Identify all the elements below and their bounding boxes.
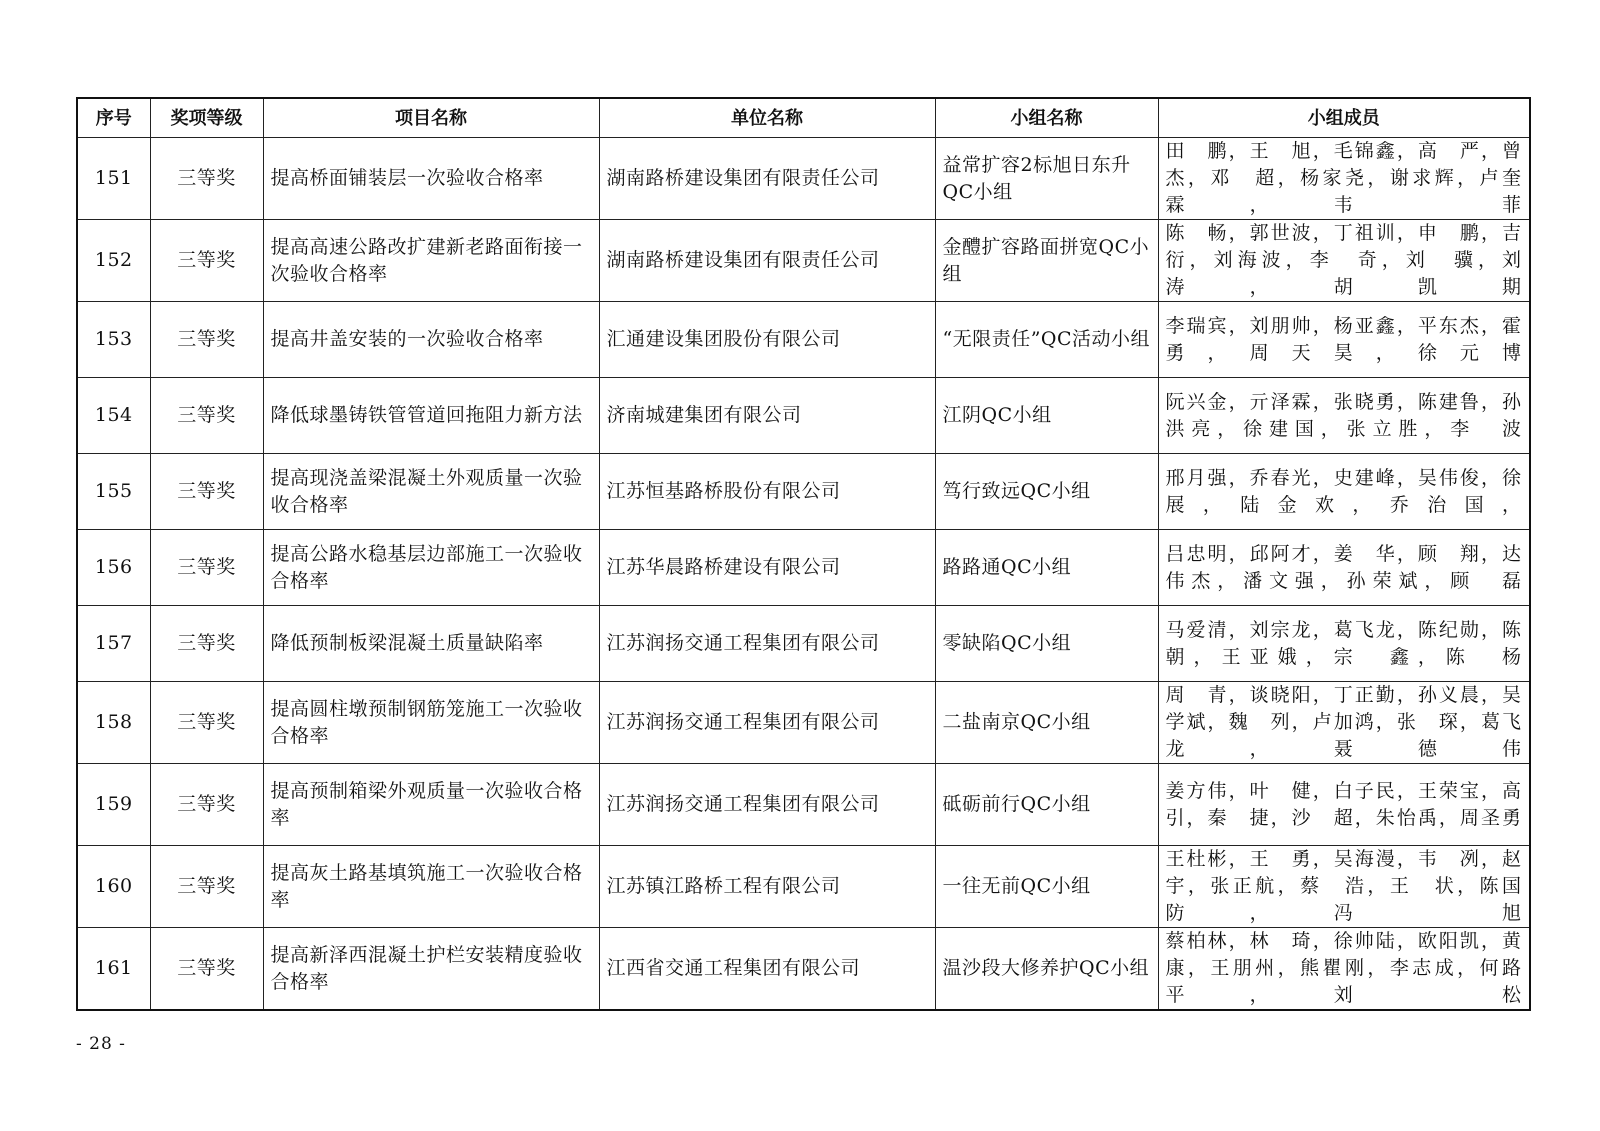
row-no: 153 (77, 302, 150, 378)
row-project: 提高新泽西混凝土护栏安装精度验收合格率 (263, 928, 599, 1011)
row-no: 159 (77, 764, 150, 846)
row-level: 三等奖 (150, 606, 263, 682)
row-members: 阮兴金，亓泽霖，张晓勇，陈建鲁，孙洪亮，徐建国，张立胜，李 波 (1158, 378, 1530, 454)
row-level: 三等奖 (150, 928, 263, 1011)
table-row (77, 220, 1530, 302)
awards-table (76, 97, 1543, 1011)
row-unit: 济南城建集团有限公司 (599, 378, 935, 454)
row-project: 提高预制箱梁外观质量一次验收合格率 (263, 764, 599, 846)
row-unit: 江苏润扬交通工程集团有限公司 (599, 682, 935, 764)
row-unit: 湖南路桥建设集团有限责任公司 (599, 138, 935, 220)
row-group: 笃行致远QC小组 (935, 454, 1158, 530)
row-unit: 江苏华晨路桥建设有限公司 (599, 530, 935, 606)
row-members: 姜方伟，叶 健，白子民，王荣宝，高 引，秦 捷，沙 超，朱怡禹，周圣勇 (1158, 764, 1530, 846)
row-group: 金醴扩容路面拼宽QC小组 (935, 220, 1158, 302)
row-unit: 江苏润扬交通工程集团有限公司 (599, 606, 935, 682)
header-row (77, 98, 1530, 138)
row-no: 152 (77, 220, 150, 302)
row-members: 蔡柏林，林 琦，徐帅陆，欧阳凯，黄 康，王朋州，熊瞿刚，李志成，何路平，刘 松 (1158, 928, 1530, 1011)
row-level: 三等奖 (150, 846, 263, 928)
row-members: 田 鹏，王 旭，毛锦鑫，高 严，曾 杰，邓 超，杨家尧，谢求辉，卢奎霖，韦 菲 (1158, 138, 1530, 220)
row-no: 161 (77, 928, 150, 1011)
row-group: 路路通QC小组 (935, 530, 1158, 606)
row-members: 邢月强，乔春光，史建峰，吴伟俊，徐 展，陆金欢，乔治国， (1158, 454, 1530, 530)
row-group: 二盐南京QC小组 (935, 682, 1158, 764)
table-row (77, 764, 1530, 846)
table-row (77, 846, 1530, 928)
row-level: 三等奖 (150, 764, 263, 846)
row-project: 提高灰土路基填筑施工一次验收合格率 (263, 846, 599, 928)
header-level: 奖项等级 (150, 98, 263, 138)
row-unit: 江苏润扬交通工程集团有限公司 (599, 764, 935, 846)
row-level: 三等奖 (150, 454, 263, 530)
row-level: 三等奖 (150, 138, 263, 220)
row-members: 李瑞宾，刘朋帅，杨亚鑫，平东杰，霍 勇，周天昊，徐元博 (1158, 302, 1530, 378)
row-unit: 江苏恒基路桥股份有限公司 (599, 454, 935, 530)
row-project: 提高公路水稳基层边部施工一次验收合格率 (263, 530, 599, 606)
row-project: 提高圆柱墩预制钢筋笼施工一次验收合格率 (263, 682, 599, 764)
row-project: 提高桥面铺装层一次验收合格率 (263, 138, 599, 220)
row-unit: 江苏镇江路桥工程有限公司 (599, 846, 935, 928)
row-no: 156 (77, 530, 150, 606)
table-row (77, 138, 1530, 220)
table-row (77, 302, 1530, 378)
row-group: 零缺陷QC小组 (935, 606, 1158, 682)
row-project: 提高井盖安装的一次验收合格率 (263, 302, 599, 378)
row-project: 降低球墨铸铁管管道回拖阻力新方法 (263, 378, 599, 454)
page-number: - 28 - (76, 1034, 126, 1054)
table-row (77, 606, 1530, 682)
header-unit: 单位名称 (599, 98, 935, 138)
table-row (77, 682, 1530, 764)
row-members: 周 青，谈晓阳，丁正勤，孙义晨，吴学斌，魏 列，卢加鸿，张 琛，葛飞龙，聂德伟 (1158, 682, 1530, 764)
header-group: 小组名称 (935, 98, 1158, 138)
row-group: 益常扩容2标旭日东升QC小组 (935, 138, 1158, 220)
header-members: 小组成员 (1158, 98, 1530, 138)
row-no: 158 (77, 682, 150, 764)
row-level: 三等奖 (150, 682, 263, 764)
row-group: 温沙段大修养护QC小组 (935, 928, 1158, 1011)
table-row (77, 530, 1530, 606)
row-unit: 江西省交通工程集团有限公司 (599, 928, 935, 1011)
row-level: 三等奖 (150, 302, 263, 378)
table-row (77, 454, 1530, 530)
header-no: 序号 (77, 98, 150, 138)
row-members: 王杜彬，王 勇，吴海漫，韦 冽，赵 宇，张正航，蔡 浩，王 状，陈国防，冯 旭 (1158, 846, 1530, 928)
row-group: “无限责任”QC活动小组 (935, 302, 1158, 378)
row-no: 151 (77, 138, 150, 220)
row-group: 砥砺前行QC小组 (935, 764, 1158, 846)
row-project: 提高高速公路改扩建新老路面衔接一次验收合格率 (263, 220, 599, 302)
row-members: 马爱清，刘宗龙，葛飞龙，陈纪勋，陈 朝，王亚娥，宗 鑫，陈 杨 (1158, 606, 1530, 682)
row-group: 江阴QC小组 (935, 378, 1158, 454)
row-level: 三等奖 (150, 378, 263, 454)
row-unit: 湖南路桥建设集团有限责任公司 (599, 220, 935, 302)
row-group: 一往无前QC小组 (935, 846, 1158, 928)
row-members: 陈 畅，郭世波，丁祖训，申 鹏，吉 衍，刘海波，李 奇，刘 骥，刘 涛，胡凯期 (1158, 220, 1530, 302)
header-project: 项目名称 (263, 98, 599, 138)
row-unit: 汇通建设集团股份有限公司 (599, 302, 935, 378)
row-no: 160 (77, 846, 150, 928)
row-members: 吕忠明，邱阿才，姜 华，顾 翔，达伟杰，潘文强，孙荣斌，顾 磊 (1158, 530, 1530, 606)
row-no: 155 (77, 454, 150, 530)
row-project: 提高现浇盖梁混凝土外观质量一次验收合格率 (263, 454, 599, 530)
row-no: 157 (77, 606, 150, 682)
row-level: 三等奖 (150, 220, 263, 302)
row-level: 三等奖 (150, 530, 263, 606)
table-row (77, 928, 1530, 1011)
table-row (77, 378, 1530, 454)
row-project: 降低预制板梁混凝土质量缺陷率 (263, 606, 599, 682)
row-no: 154 (77, 378, 150, 454)
